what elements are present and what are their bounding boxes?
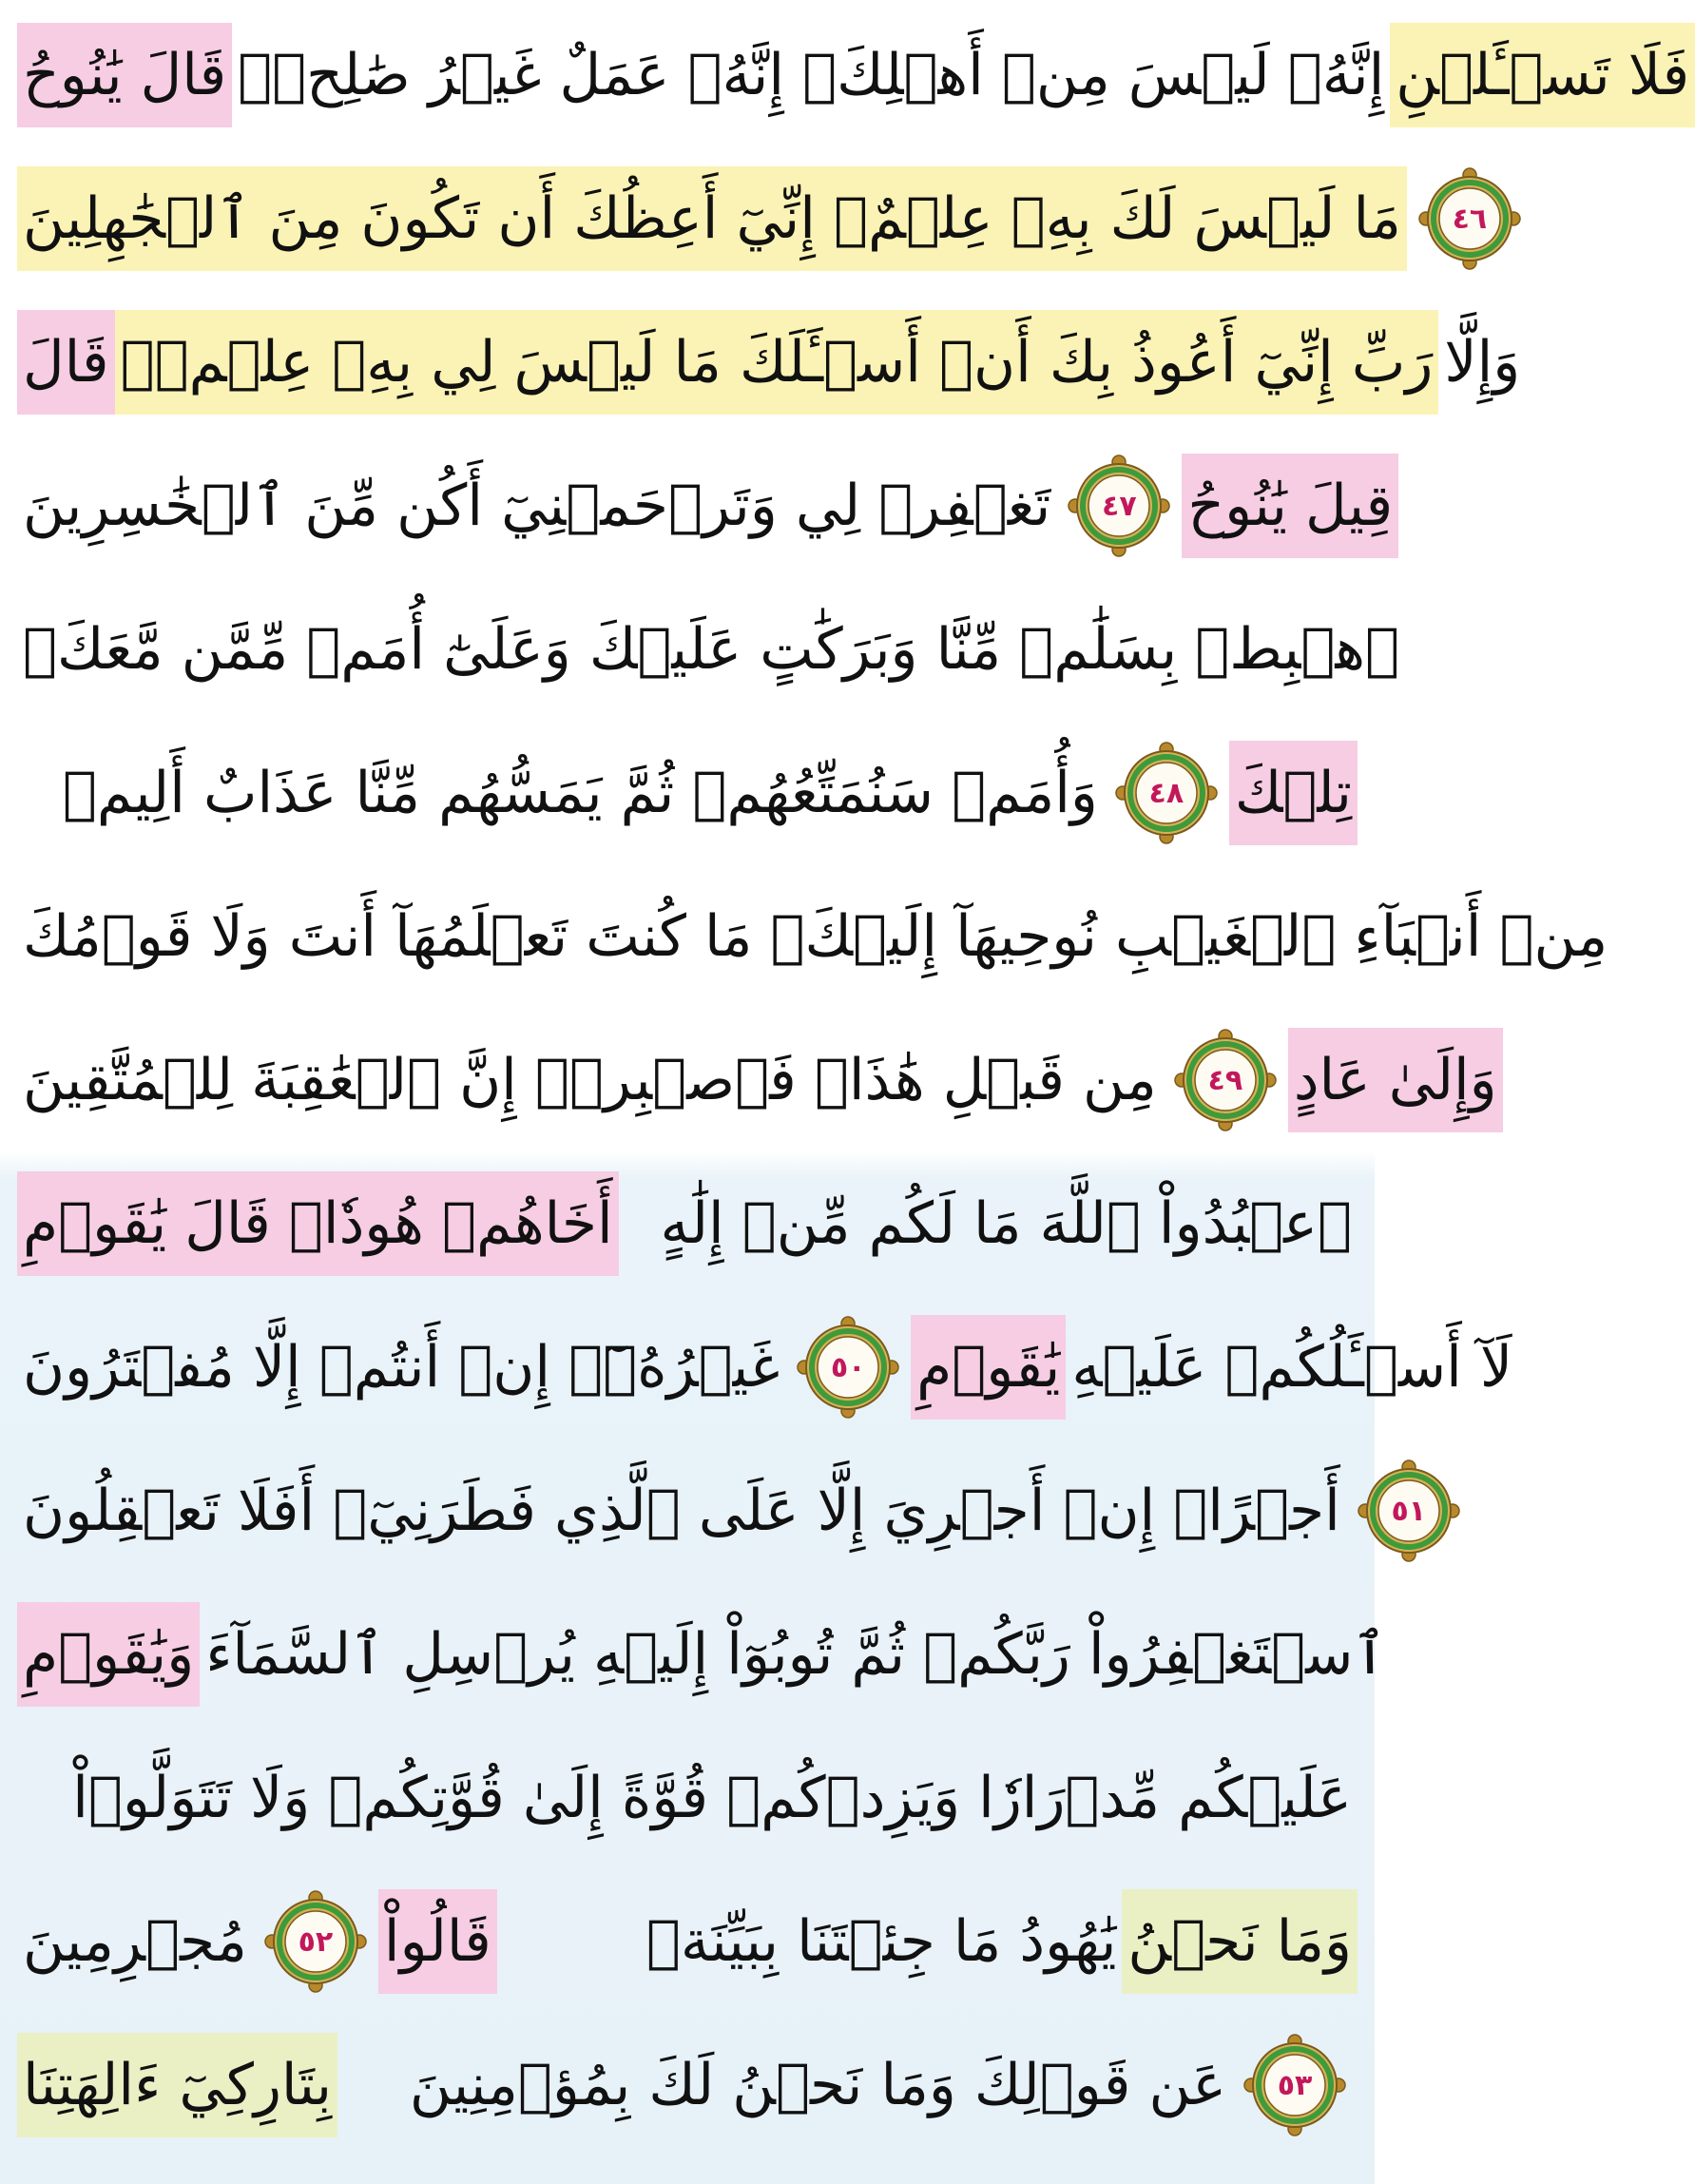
ayah-number-marker <box>799 1318 897 1417</box>
ayah-number: ٤٦ <box>1452 202 1488 236</box>
verse-line <box>17 1602 1387 1707</box>
highlighted-phrase: مَا لَيۡسَ لَكَ بِهِۦ عِلۡمٌۖ إِنِّيٓ أَعِظُكَ أَن تَكُونَ مِنَ ٱلۡجَٰهِلِينَ <box>17 166 1407 271</box>
verse-line <box>17 1171 1358 1276</box>
verse-text: وَأُمَمٞ سَنُمَتِّعُهُمۡ ثُمَّ يَمَسُّهُم مِّنَّا عَذَابٌ أَلِيمٞ <box>62 760 1098 826</box>
verse-line <box>17 2033 1358 2137</box>
verse-line <box>17 741 1358 845</box>
highlighted-phrase: يَٰقَوۡمِ <box>911 1315 1066 1420</box>
ayah-number-marker <box>1069 456 1168 555</box>
verse-text: عَلَيۡكُم مِّدۡرَارٗا وَيَزِدۡكُمۡ قُوَّةً إِلَىٰ قُوَّتِكُمۡ وَلَا تَتَوَلَّوۡاْ <box>72 1765 1352 1831</box>
ayah-number: ٥١ <box>1391 1494 1427 1528</box>
verse-line <box>17 1889 1358 1994</box>
verse-line <box>17 310 1521 415</box>
highlighted-phrase: فَلَا تَسۡـَٔلۡنِ <box>1390 23 1695 127</box>
verse-line <box>17 884 1608 989</box>
ayah-number: ٤٧ <box>1102 489 1137 523</box>
highlighted-phrase: رَبِّ إِنِّيٓ أَعُوذُ بِكَ أَنۡ أَسۡـَٔلَكَ مَا لَيۡسَ لِي بِهِۦ عِلۡمٞۖ <box>115 310 1439 415</box>
verse-line <box>17 454 1394 558</box>
verse-text: تَغۡفِرۡ لِي وَتَرۡحَمۡنِيٓ أَكُن مِّنَ ٱلۡخَٰسِرِينَ <box>23 473 1051 539</box>
verse-text: غَيۡرُهُۥٓۖ إِنۡ أَنتُمۡ إِلَّا مُفۡتَرُونَ <box>23 1334 780 1401</box>
highlighted-phrase: أَخَاهُمۡ هُودٗاۚ قَالَ يَٰقَوۡمِ <box>17 1171 619 1276</box>
verse-text: مُجۡرِمِينَ <box>23 1908 247 1975</box>
highlighted-phrase: قَالَ يَٰنُوحُ <box>17 23 232 127</box>
verse-text: يَٰهُودُ مَا جِئۡتَنَا بِبَيِّنَةٖ <box>645 1908 1117 1975</box>
ayah-number: ٥٠ <box>830 1350 866 1384</box>
highlighted-phrase: وَيَٰقَوۡمِ <box>17 1602 200 1707</box>
verse-line <box>17 23 1690 127</box>
ayah-number: ٥٢ <box>298 1924 334 1959</box>
ayah-number-marker <box>1117 744 1216 842</box>
verse-line <box>17 597 1399 702</box>
highlighted-phrase: وَمَا نَحۡنُ <box>1122 1889 1358 1994</box>
highlighted-phrase: تِلۡكَ <box>1229 741 1358 845</box>
verse-text: وَإِلَّا <box>1444 329 1521 396</box>
highlighted-phrase: قَالُواْ <box>378 1889 497 1994</box>
verse-text: ٱهۡبِطۡ بِسَلَٰمٖ مِّنَّا وَبَرَكَٰتٍ عَلَيۡكَ وَعَلَىٰٓ أُمَمٖ مِّمَّن مَّعَكَۚ <box>23 616 1399 683</box>
ayah-number: ٤٩ <box>1207 1063 1243 1097</box>
verse-text: عَن قَوۡلِكَ وَمَا نَحۡنُ لَكَ بِمُؤۡمِنِينَ <box>409 2052 1226 2118</box>
ayah-number-marker <box>266 1892 365 1991</box>
ayah-number-marker <box>1420 169 1519 268</box>
verse-line <box>17 166 1488 271</box>
ayah-number-marker <box>1245 2036 1344 2135</box>
ayah-number: ٥٣ <box>1277 2068 1313 2102</box>
ayah-number-marker <box>1359 1461 1458 1560</box>
verse-text: أَجۡرًاۖ إِنۡ أَجۡرِيَ إِلَّا عَلَى ٱلَّذِي فَطَرَنِيٓۚ أَفَلَا تَعۡقِلُونَ <box>23 1478 1340 1544</box>
highlighted-phrase: وَإِلَىٰ عَادٍ <box>1288 1028 1503 1132</box>
verse-text: ٱعۡبُدُواْ ٱللَّهَ مَا لَكُم مِّنۡ إِلَٰهٍ <box>660 1190 1352 1257</box>
highlighted-phrase: قِيلَ يَٰنُوحُ <box>1182 454 1398 558</box>
verse-text: مِن قَبۡلِ هَٰذَاۖ فَٱصۡبِرۡۖ إِنَّ ٱلۡعَٰقِبَةَ لِلۡمُتَّقِينَ <box>23 1047 1157 1113</box>
verse-line <box>17 1028 1497 1132</box>
verse-line <box>17 1459 1427 1563</box>
verse-text: مِنۡ أَنۢبَآءِ ٱلۡغَيۡبِ نُوحِيهَآ إِلَيۡكَۖ مَا كُنتَ تَعۡلَمُهَآ أَنتَ وَلَا قَوۡمُكَ <box>23 903 1608 970</box>
verse-text: لَآ أَسۡـَٔلُكُمۡ عَلَيۡهِ <box>1071 1334 1513 1401</box>
verse-text: ٱسۡتَغۡفِرُواْ رَبَّكُمۡ ثُمَّ تُوبُوٓاْ إِلَيۡهِ يُرۡسِلِ ٱلسَّمَآءَ <box>205 1621 1387 1688</box>
verse-line <box>17 1315 1513 1420</box>
highlighted-phrase: قَالَ <box>17 310 115 415</box>
ayah-number-marker <box>1176 1031 1275 1130</box>
verse-line <box>17 1746 1358 1850</box>
verse-text: إِنَّهُۥ لَيۡسَ مِنۡ أَهۡلِكَۖ إِنَّهُۥ عَمَلٌ غَيۡرُ صَٰلِحٖۖ <box>238 42 1385 108</box>
ayah-number: ٤٨ <box>1148 776 1185 810</box>
highlighted-phrase: بِتَارِكِيٓ ءَالِهَتِنَا <box>17 2033 337 2137</box>
